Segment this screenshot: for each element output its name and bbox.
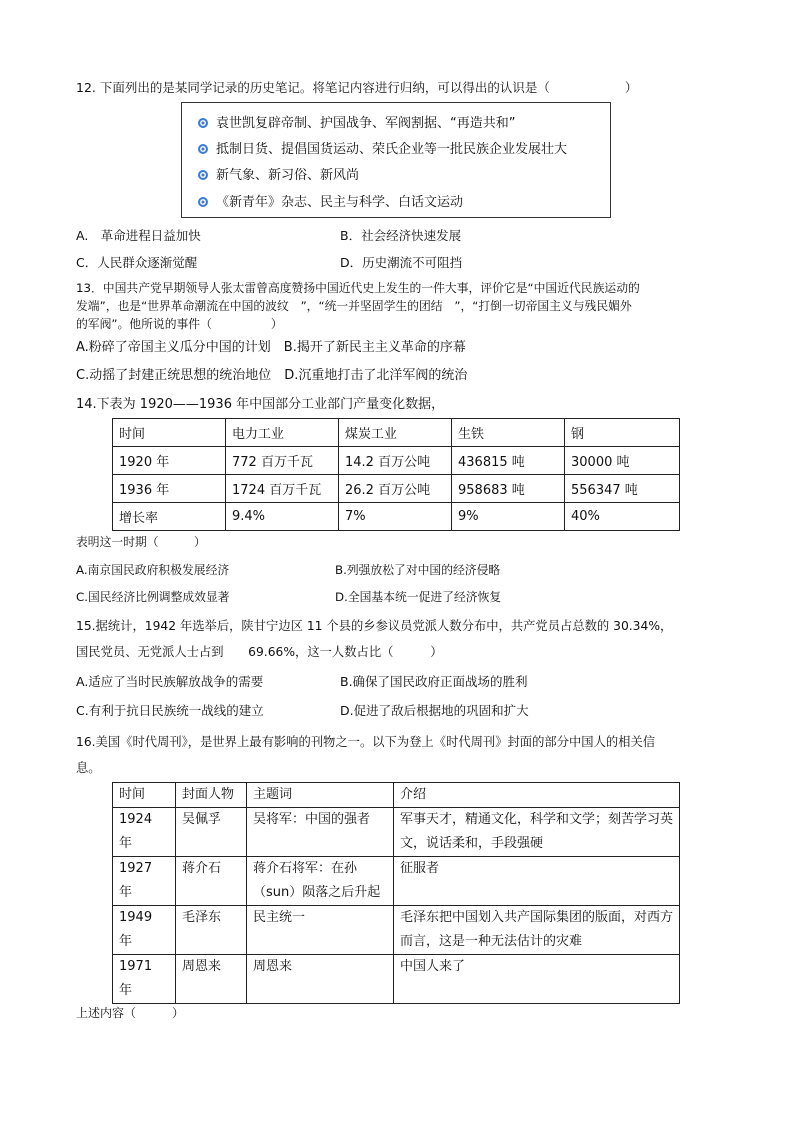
q12-option-d[interactable]: D．历史潮流不可阻挡	[340, 255, 463, 270]
table-header-cell: 封面人物	[176, 783, 247, 808]
table-cell: 周恩来	[247, 955, 394, 1004]
table-header-cell: 生铁	[452, 419, 565, 447]
bullet-icon	[198, 197, 208, 207]
table-cell: 9%	[452, 503, 565, 531]
table-cell: 1927 年	[113, 857, 176, 906]
q14-option-a[interactable]: A.南京国民政府积极发展经济	[76, 563, 230, 577]
q12-stem: 12. 下面列出的是某同学记录的历史笔记。将笔记内容进行归纳，可以得出的认识是（ ）	[76, 80, 638, 95]
q13-stem-line2: 发端”，也是“世界革命潮流在中国的波纹 ”，“统一并坚固学生的团结 ”，“打倒一切帝国主义与残民媚外	[76, 299, 632, 313]
q14-follow-text: 表明这一时期（ ）	[76, 535, 206, 549]
q14-data-table	[112, 418, 680, 531]
q14-stem: 14.下表为 1920——1936 年中国部分工业部门产量变化数据，	[76, 397, 445, 412]
table-cell: 26.2 百万公吨	[339, 475, 452, 503]
note-item: 新气象、新习俗、新风尚	[198, 164, 359, 183]
table-cell: 中国人来了	[394, 955, 680, 1004]
q12-option-a[interactable]: A. 革命进程日益加快	[76, 228, 201, 243]
q12-note-box	[181, 102, 611, 218]
table-cell: 民主统一	[247, 906, 394, 955]
table-cell: 958683 吨	[452, 475, 565, 503]
table-row	[113, 503, 680, 531]
q14-option-d[interactable]: D.全国基本统一促进了经济恢复	[335, 590, 502, 604]
table-header-row	[113, 783, 680, 808]
bullet-icon	[198, 144, 208, 154]
q12-option-b[interactable]: B．社会经济快速发展	[340, 228, 462, 243]
table-cell: 周恩来	[176, 955, 247, 1004]
table-row	[113, 808, 680, 857]
table-row	[113, 955, 680, 1004]
q15-option-d[interactable]: D.促进了敌后根据地的巩固和扩大	[340, 703, 529, 718]
table-cell: 1924 年	[113, 808, 176, 857]
table-row	[113, 906, 680, 955]
table-header-cell: 电力工业	[226, 419, 339, 447]
q13-stem-line3: 的军阀”。他所说的事件（ ）	[76, 317, 283, 331]
table-header-cell: 主题词	[247, 783, 394, 808]
note-item: 袁世凯复辟帝制、护国战争、军阀割据、“再造共和”	[198, 112, 515, 131]
bullet-icon	[198, 170, 208, 180]
table-cell: 吴佩孚	[176, 808, 247, 857]
table-cell: 7%	[339, 503, 452, 531]
note-item: 《新青年》杂志、民主与科学、白话文运动	[198, 191, 463, 210]
q13-options-cd[interactable]: C.动摇了封建正统思想的统治地位 D.沉重地打击了北洋军阀的统治	[76, 368, 468, 383]
q14-option-b[interactable]: B.列强放松了对中国的经济侵略	[335, 563, 501, 577]
q16-follow-text: 上述内容（ ）	[76, 1006, 185, 1020]
q14-option-c[interactable]: C.国民经济比例调整成效显著	[76, 590, 230, 604]
q13-stem-line1: 13．中国共产党早期领导人张太雷曾高度赞扬中国近代史上发生的一件大事，评价它是“中国近代民族运动的	[76, 281, 640, 295]
table-cell: 30000 吨	[565, 447, 680, 475]
table-cell: 增长率	[113, 503, 226, 531]
q15-stem-line2: 国民党员、无党派人士占到 69.66%，这一人数占比（ ）	[76, 645, 443, 659]
table-cell: 1971 年	[113, 955, 176, 1004]
bullet-icon	[198, 118, 208, 128]
q16-stem-line1: 16.美国《时代周刊》，是世界上最有影响的刊物之一。以下为登上《时代周刊》封面的部分中国人的相关信	[76, 735, 656, 749]
q15-option-a[interactable]: A.适应了当时民族解放战争的需要	[76, 674, 264, 689]
table-cell: 蒋介石将军：在孙（sun）陨落之后升起	[247, 857, 394, 906]
table-header-cell: 时间	[113, 783, 176, 808]
table-cell: 436815 吨	[452, 447, 565, 475]
table-cell: 9.4%	[226, 503, 339, 531]
table-cell: 1936 年	[113, 475, 226, 503]
table-cell: 1920 年	[113, 447, 226, 475]
table-cell: 毛泽东	[176, 906, 247, 955]
q15-option-c[interactable]: C.有利于抗日民族统一战线的建立	[76, 703, 264, 718]
q12-option-c[interactable]: C．人民群众逐渐觉醒	[76, 255, 198, 270]
table-cell: 征服者	[394, 857, 680, 906]
table-cell: 蒋介石	[176, 857, 247, 906]
table-row	[113, 447, 680, 475]
q13-options-ab[interactable]: A.粉碎了帝国主义瓜分中国的计划 B.揭开了新民主主义革命的序幕	[76, 340, 466, 355]
q15-option-b[interactable]: B.确保了国民政府正面战场的胜利	[340, 674, 528, 689]
table-cell: 1724 百万千瓦	[226, 475, 339, 503]
table-row	[113, 475, 680, 503]
table-row	[113, 857, 680, 906]
table-cell: 吴将军：中国的强者	[247, 808, 394, 857]
table-cell: 772 百万千瓦	[226, 447, 339, 475]
table-cell: 军事天才，精通文化，科学和文学；刻苦学习英文，说话柔和，手段强硬	[394, 808, 680, 857]
note-item: 抵制日货、提倡国货运动、荣氏企业等一批民族企业发展壮大	[198, 138, 567, 157]
table-header-cell: 介绍	[394, 783, 680, 808]
table-cell: 556347 吨	[565, 475, 680, 503]
table-header-cell: 煤炭工业	[339, 419, 452, 447]
q15-stem-line1: 15.据统计，1942 年选举后，陕甘宁边区 11 个县的乡参议员党派人数分布中，共产党员占总数的 30.34%，	[76, 619, 673, 633]
table-header-cell: 时间	[113, 419, 226, 447]
q16-stem-line2: 息。	[76, 761, 101, 775]
table-cell: 14.2 百万公吨	[339, 447, 452, 475]
table-header-cell: 钢	[565, 419, 680, 447]
table-cell: 40%	[565, 503, 680, 531]
q16-time-cover-table	[112, 782, 680, 1004]
table-cell: 毛泽东把中国划入共产国际集团的版面，对西方而言，这是一种无法估计的灾难	[394, 906, 680, 955]
table-cell: 1949 年	[113, 906, 176, 955]
table-header-row	[113, 419, 680, 447]
